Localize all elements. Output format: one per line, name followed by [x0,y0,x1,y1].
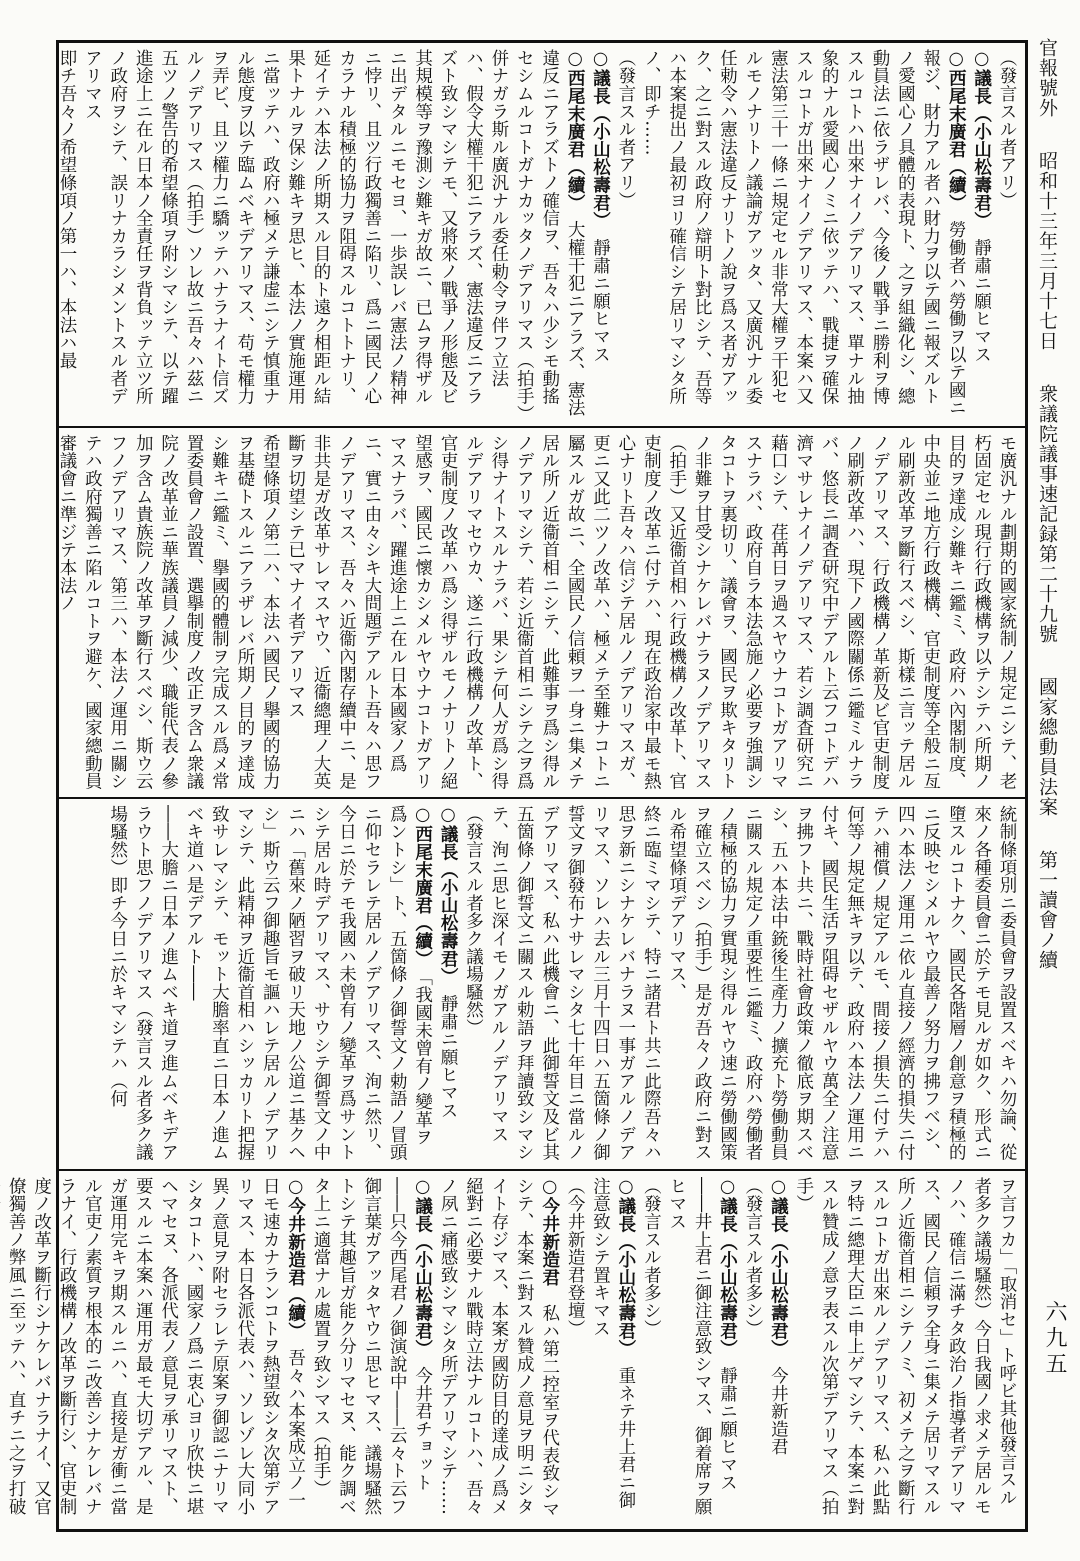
speaker-name: ○議長（小山松壽君） [412,1177,433,1349]
speaker-name: ○議長（小山松壽君） [615,1177,636,1349]
speech-paragraph [282,434,1019,791]
stage-text: （發言スル者アリ） [615,49,636,210]
speech-paragraph [790,1177,1019,1523]
tier-1-body [56,49,1019,420]
stage-text: （發言スル者多シ） [641,1177,662,1338]
speech-text: 終ニ臨ミマシテ、特ニ諸君ト共ニ此際吾々ハ思ヲ新ニシナケレバナラヌ一事ガアルノデアリマス、ソレハ去ル三月十四日ハ五箇條ノ御誓文ヲ御發布ナサレマシタ七十年目ニ當ルノデアリマス、私ハ此機會ニ、此御誓文及ビ其五箇條ノ御誓文ニ關スル勅語ヲ拜讀致シマシテ、洵ニ思ヒ深イモノガアルノデアリマス [488,805,662,1161]
speaker-name: ○今井新造君（續） [285,1177,306,1331]
speech-text: 靜肅ニ願ヒマス――井上君ニ御注意致シマス、御着席ヲ願ヒマス [666,1177,738,1516]
speaker-name: ○議長（小山松壽君） [768,1177,789,1349]
reading-title: 第一讀會ノ續 [1036,850,1058,971]
speaker-name: ○議長（小山松壽君） [438,805,459,977]
speech-paragraph [308,1177,435,1523]
speech-text: 「我國未曾有ノ變革ヲ爲ントシ」ト、五箇條ノ御誓文ノ勅語ノ冒頭ニ仰セラレテ居ルノデアリマス、洵ニ然リ、今日ニ於テモ我國ハ未曾有ノ變革ヲ爲サントシテ居ル時デアリマス、サウシテ御誓文ノ中ニハ「舊來ノ陋習ヲ破リ天地ノ公道ニ基クヘシ」斯ウ云フ御趣旨モ謳ハレテ居ルノデアリマシテ、此精神ヲ近衞首相ハシッカリト把握致サレマシテ、モット大膽率直ニ日本ノ進ムベキ道ハ是デアルト―― [184,805,433,1161]
speaker-name: ○西尾末廣君（續） [946,49,967,203]
publication-date: 昭和十三年三月十七日 [1036,151,1058,352]
speech-text: 勞働者ハ勞働ヲ以テ國ニ報ジ、財力アル者ハ財力ヲ以テ國ニ報ズルトノ愛國心ノ具體的表現ト、之ヲ組織化シ、總動員法ニ依ラザレバ、今後ノ戰爭ニ勝利ヲ博スルコトハ出來ナイノデアリマス、單ナル抽象的ナル愛國心ノミニ依ッテハ、戰捷ヲ確保スルコトガ出來ナイノデアリマス、本案ハ又憲法第三十一條ニ規定セル非常大權ヲ干犯セルモノナリトノ議論ガアッタ、又廣汎ナル委任勅令ハ憲法違反ナリトノ說ヲ爲ス者ガアック、之ニ對スル政府ノ辯明ト對比シテ、吾等ハ本案提出ノ最初ヨリ確信シテ居リマシタ所ノ、即チ…… [641,49,967,417]
speech-paragraph [587,1177,638,1523]
speaker-name: ○今井新造君 [539,1177,560,1287]
speech-paragraph [54,49,79,420]
speech-paragraph [663,805,1019,1163]
speech-text: 即チ吾々ノ希望條項ノ第一ハ、本法ハ最 [56,49,77,370]
stage-direction [613,49,638,420]
stage-direction [740,1177,765,1523]
publication-name: 官報號外 [1036,38,1058,118]
tier-4-body [6,1177,1019,1523]
speech-paragraph [485,805,663,1163]
speech-text: 重ネテ井上君ニ御注意致シテ置キマス [590,1177,636,1509]
speech-paragraph [638,49,968,420]
stage-direction [562,1177,587,1523]
speech-paragraph [54,434,283,791]
speech-paragraph [435,805,460,1163]
speaker-name: ○議長（小山松壽君） [590,49,611,221]
tier-1 [56,43,1025,426]
speech-text: ヲ言フカ」「取消セ」ト呼ビ其他發言スル者多ク議場騷然）今日我國ノ求メテ居ルモノハ、確信ニ滿チタ政治ノ指導者デアリマス、國民ノ信頼ヲ全身ニ集メテ居リマスル所ノ近衞首相ニシテノミ、初メテ之ヲ斷行スルコトガ出來ルノデアリマス、私ハ此點ヲ特ニ總理大臣ニ申上ゲマシテ、本案ニ對スル贊成ノ意ヲ表スル次第デアリマス（拍手） [793,1177,1017,1516]
stage-direction [638,1177,663,1523]
speech-text: 吾々ハ本案成立ノ一日モ速カナランコトヲ熱望致シタ次第デアリマス、本日各派代表ハ、ソレゾレ大同小異ノ意見ヲ附セラレテ原案ヲ御認ニナリマシタコトハ、國家ノ爲ニ衷心ヨリ欣快ニ堪ヘマセヌ、各派代表ノ意見ヲ承リマスト、要スルニ本案ハ運用ガ最モ大切デアル、是ガ運用完キヲ期スルニハ、直接是ガ衝ニ當ル官吏ノ素質ヲ根本的ニ改善シナケレバナラナイ、行政機構ノ改革ヲ斷行シ、官吏制度ノ改革ヲ斷行シナケレバナラナイ、又官僚獨善ノ弊風ニ至ッテハ、直チニ之ヲ打破 [6,1177,306,1516]
bill-title: 國家總動員法案 [1036,677,1058,818]
tier-3-body [65,805,1019,1163]
speech-paragraph [765,1177,790,1523]
stage-text: （發言スル者多シ） [742,1177,763,1338]
speech-text: 靜肅ニ願ヒマス [971,238,992,364]
speech-paragraph [663,1177,739,1523]
record-title: 衆議院議事速記録第二十九號 [1036,384,1058,645]
stage-text: （發言スル者多ク議場騷然） [463,805,484,1037]
tier-2 [56,426,1025,797]
speaker-name: ○議長（小山松壽君） [717,1177,738,1349]
speech-paragraph [587,49,612,420]
speech-paragraph [0,1177,308,1523]
speech-text: 靜肅ニ願ヒマス [590,238,611,364]
speech-text: 私ハ第二控室ヲ代表致シマシテ、本案ニ對スル贊成ノ意見ヲ明ニシタイト存ジマス、本案ガ國防目的達成ノ爲メ絕對ニ必要ナル戰時立法ナルコトハ、吾々ノ夙ニ痛感致シマシタ所デアリマシテ…… [438,1177,560,1518]
text-frame [6,40,1028,1532]
speech-text: ――大膽ニ日本ノ進ムベキ道ヲ進ムベキデアラウト思フノデアリマス（發言スル者多ク議場騷然）即チ今日ニ於キマシテハ（何 [107,805,179,1161]
tier-4 [6,1169,1025,1529]
speech-text: 今井君チョット――只今西尾君ノ御演說中――云々ト云フ御言葉ガアッタヤウニ思ヒマス、議場騷然トシテ其趣旨ガ能ク分リマセヌ、能ク調ベタ上ニ適當ナル處置ヲ致シマス（拍手） [311,1177,433,1516]
tier-3 [59,797,1025,1169]
speaker-name: ○議長（小山松壽君） [971,49,992,221]
speech-text: 統制條項別ニ委員會ヲ設置スベキハ勿論、從來ノ各種委員會ニ於テモ見ルガ如ク、形式ニ墮スルコトナク、國民各階層ノ創意ヲ積極的ニ反映セシメルヤウ最善ノ努力ヲ拂フベシ、四ハ本法ノ運用ニ依ル直接ノ經濟的損失ニ付テハ補償ノ規定アルモ、間接ノ損失ニ付テハ何等ノ規定無キヲ以テ、政府ハ本法ノ運用ニ付キ、國民生活ヲ阻碍セザルヤウ萬全ノ注意ヲ拂フト共ニ、戰時社會政策ノ徹底ヲ期スベシ、五ハ本法中銃後生產力ノ擴充ト勞働動員ニ關スル規定ノ重要性ニ鑑ミ、政府ハ勞働者ノ積極的協力ヲ實現シ得ルヤウ速ニ勞働國策ヲ確立スベシ（拍手）是ガ吾々ノ政府ニ對スル希望條項デアリマス、 [666,805,1017,1161]
speaker-name: ○西尾末廣君（續） [412,805,433,959]
speaker-name: ○西尾末廣君（續） [565,49,586,203]
stage-text: （今井新造君登壇） [565,1177,586,1338]
speech-text: 靜肅ニ願ヒマス [438,994,459,1120]
running-header [1032,38,1062,1488]
speech-paragraph [104,805,180,1163]
page-number: 六九五 [1042,1300,1067,1378]
speech-text: 希望條項ノ第二ハ、本法ハ國民ノ擧國的協力ヲ基礎トスルニアラザレバ所期ノ目的ヲ達成シ難キニ鑑ミ、擧國的體制ヲ完成スル爲メ常置委員會ノ設置、選擧制度ノ改正ヲ含ム衆議院ノ改革並ニ華族議員ノ減少、職能代表ノ參加ヲ含ム貴族院ノ改革ヲ斷行スベシ、斯ウ云フノデアリマス、第三ハ、本法ノ運用ニ關シテハ政府獨善ニ陷ルコトヲ避ケ、國家總動員審議會ニ準ジテ本法ノ [56,434,281,790]
speech-text: 今井新造君 [768,1366,789,1456]
stage-direction [994,49,1019,420]
speech-paragraph [435,1177,562,1523]
speech-paragraph [79,49,587,420]
tier-2-body [56,434,1019,791]
speech-text: モ廣汎ナル劃期的國家統制ノ規定ニシテ、老朽固定セル現行行政機構ヲ以テシテハ所期ノ目的ヲ達成シ難キニ鑑ミ、政府ハ內閣制度、中央並ニ地方行政機構、官吏制度等全般ニ亙ル刷新改革ヲ斷行スベシ、斯樣ニ言ッテ居ルノデアリマス、行政機構ノ革新及ビ官吏制度ノ刷新改革ハ、現下ノ國際關係ニ鑑ミルナラバ、悠長ニ調査研究中デアルト云フコトデハ濟マサレナイノデアリマス、若シ調査研究ニ藉口シテ、荏苒日ヲ過スヤウナコトガアリマスナラバ、政府自ラ本法急施ノ必要ヲ強調シタコトヲ裏切リ、議會ヲ、國民ヲ欺キタリトノ非難ヲ甘受シナケレバナラヌノデアリマス（拍手）又近衞首相ハ行政機構ノ改革ト、官吏制度ノ改革ニ付テハ、現在政治家中最モ熱心ナリト吾々ハ信ジテ居ルノデアリマスガ、更ニ又此二ツノ改革ハ、極メテ至難ナコトニ屬スルガ故ニ、全國民ノ信頼ヲ一身ニ集メテ居ル所ノ近衞首相ニシテ、此難事ヲ爲シ得ルノデアリマシテ、若シ近衞首相ニシテ之ヲ爲シ得ナイトスルナラバ、果シテ何人ガ爲シ得ルデアリマセウカ、遂ニ行政機構ノ改革ト、官吏制度ノ改革ハ爲シ得ザルモノナリトノ絕望感ヲ、國民ニ懷カシメルヤウナコトガアリマスナラバ、躍進途上ニ在ル日本國家ノ爲ニ、實ニ由々シキ大問題デアルト吾々ハ思フノデアリマス、吾々ハ近衞內閣存續中ニ、是非共是ガ改革サレマスヤウ、近衞總理ノ大英斷ヲ切望シテ已マナイ者デアリマス [285,434,1017,790]
speech-text: 大權干犯ニアラズ、憲法違反ニアラズトノ確信ヲ、吾々ハ少シモ動搖セシムルコトガナカッタノデアリマス（拍手）併ナガラ斯ル廣汎ナル委任勅令ヲ伴フ立法ハ、假令大權干犯ニアラズ、憲法違反ニアラズト致シマシテモ、又將來ノ戰爭ノ形態及ビ其規模等ヲ豫測シ難キガ故ニ、已ムヲ得ザルニ出デタルニモセヨ、一歩誤レバ憲法ノ精神ニ悖リ、且ツ行政獨善ニ陷リ、爲ニ國民ノ心カラナル積極的協力ヲ阻碍スルコトトナリ、延イテハ本法ノ所期スル目的ト遠ク相距ル結果トナルヲ保シ難キヲ思ヒ、本法ノ實施運用ニ當ッテハ、政府ハ極メテ謙虚ニシテ慎重ナル態度ヲ以テ臨ムベキデアリマス、苟モ權力ヲ弄ビ、且ツ權力ニ驕ッテハナラナイト信ズルノデアリマス（拍手）ソレ故ニ吾々ハ茲ニ五ツノ警告的希望條項ヲ附シマシテ、以テ躍進途上ニ在ル日本ノ全責任ヲ背負ッテ立ツ所ノ政府ヲシテ、誤リナカラシメントスル者デアリマス [82,49,586,417]
speech-paragraph [181,805,435,1163]
speech-paragraph [968,49,993,420]
stage-text: （發言スル者アリ） [997,49,1017,210]
stage-direction [460,805,485,1163]
